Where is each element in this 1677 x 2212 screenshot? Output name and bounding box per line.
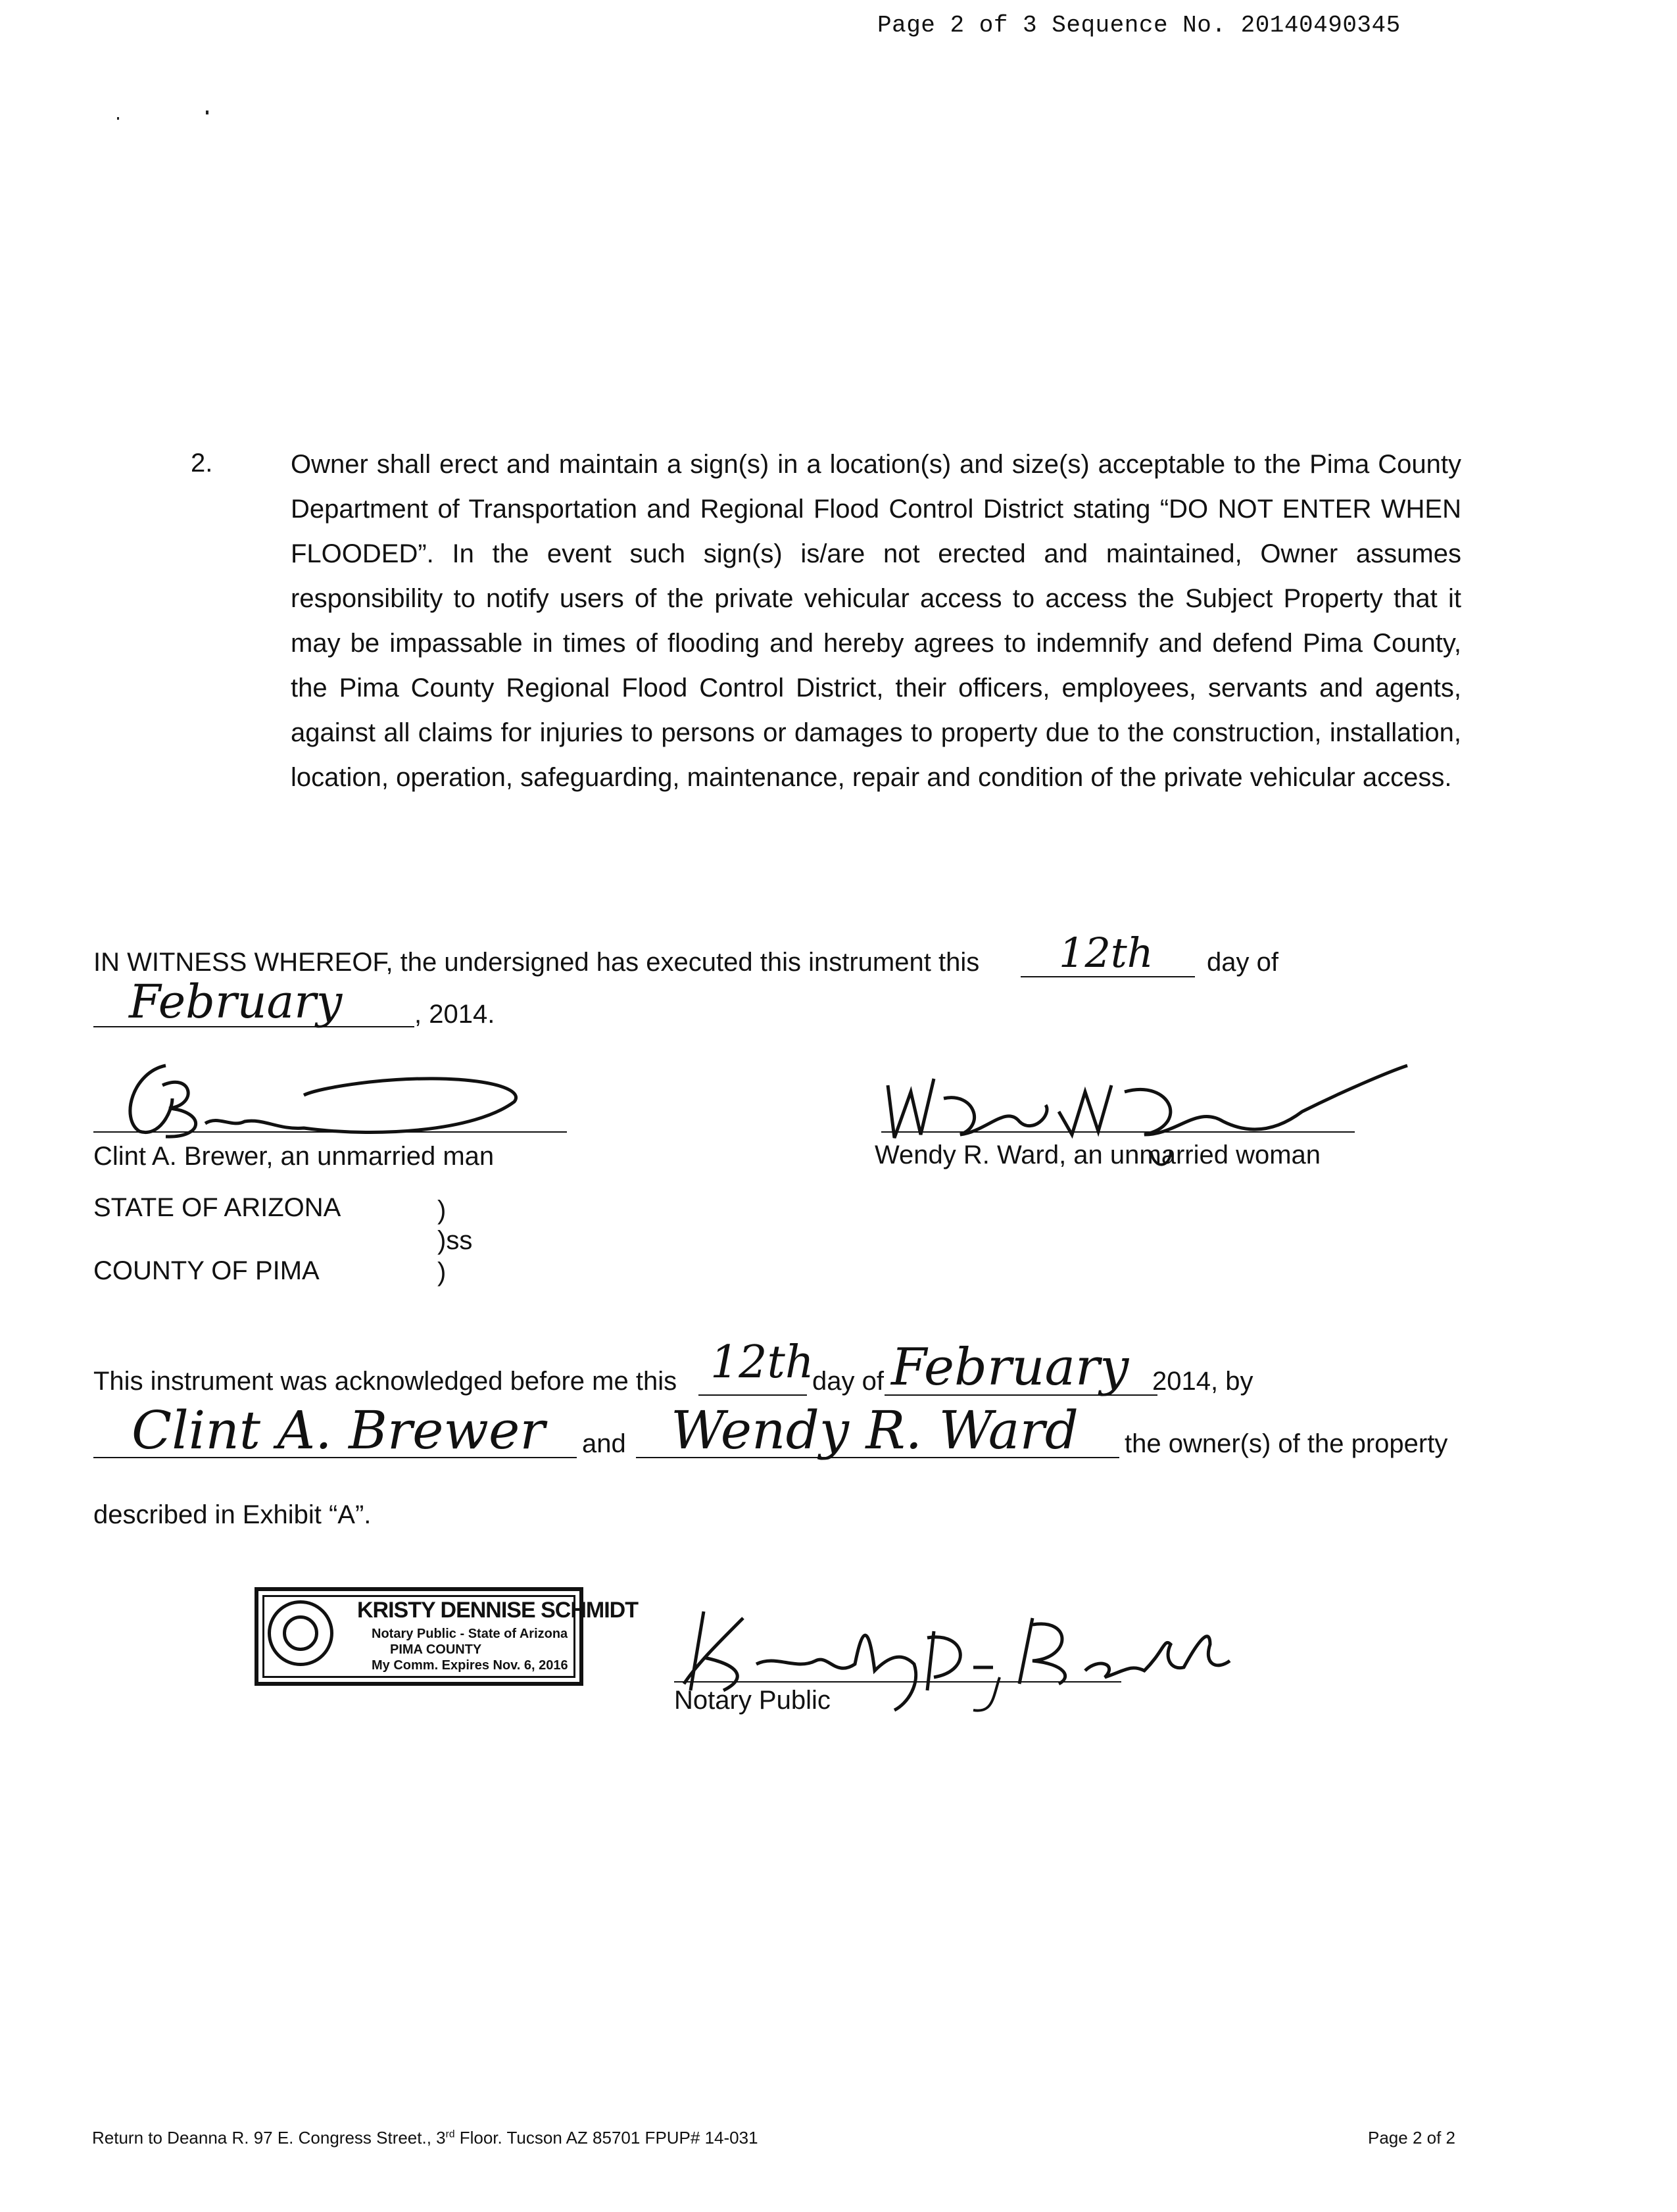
notary-label: Notary Public	[674, 1686, 831, 1715]
footer-return-to-post: Floor. Tucson AZ 85701 FPUP# 14-031	[454, 2128, 758, 2148]
signature-clint-brewer	[93, 1046, 573, 1144]
venue-paren-bottom: )	[437, 1258, 447, 1287]
signatory-right-label: Wendy R. Ward, an unmarried woman	[875, 1141, 1321, 1169]
footer-page: Page 2 of 2	[1368, 2128, 1455, 2148]
ack-owners: the owner(s) of the property	[1125, 1429, 1448, 1458]
clause-text: Owner shall erect and maintain a sign(s) in a location(s) and size(s) acceptable to the Pima County Department of Transportation and Regional Flood Control District stating “DO NOT ENTER WHEN FLOODED”. In the event such sign(s) is/are not erected and maintained, Owner assumes responsibility to notify users of the private vehicular access to access the Subject Property that it may be impassable in times of flooding and hereby agrees to indemnify and defend Pima County, the Pima County Regional Flood Control District, their officers, employees, servants and agents, against all claims for injuries to persons or damages to property due to the construction, installation, location, operation, safeguarding, maintenance, repair and condition of the private vehicular access.	[291, 450, 1461, 792]
ack-day-of: day of	[812, 1367, 884, 1396]
ack-month-handwritten: February	[891, 1338, 1129, 1397]
venue-paren-top: )	[437, 1196, 447, 1225]
venue-county: COUNTY OF PIMA	[93, 1256, 320, 1285]
ack-day-line	[698, 1394, 807, 1396]
witness-day-of: day of	[1207, 948, 1278, 977]
notary-signature-line	[674, 1681, 1121, 1683]
venue-state: STATE OF ARIZONA	[93, 1193, 341, 1222]
notary-stamp-name: KRISTY DENNISE SCHMIDT	[357, 1598, 638, 1623]
ack-day-handwritten: 12th	[710, 1337, 814, 1389]
notary-stamp	[255, 1587, 638, 1686]
footer-return-to	[92, 2128, 758, 2148]
ack-year-by: 2014, by	[1152, 1367, 1253, 1396]
page-sequence-header: Page 2 of 3 Sequence No. 20140490345	[877, 12, 1401, 39]
footer-return-to-sup: rd	[445, 2128, 455, 2140]
signature-line-left	[93, 1131, 567, 1133]
venue-ss: )ss	[437, 1226, 473, 1255]
notary-stamp-line2: PIMA COUNTY	[390, 1642, 482, 1657]
ack-and: and	[582, 1429, 626, 1458]
scan-speck	[117, 117, 119, 120]
witness-year: , 2014.	[414, 1000, 495, 1029]
scan-speck	[206, 111, 208, 114]
ack-name2-handwritten: Wendy R. Ward	[671, 1400, 1079, 1461]
ack-described: described in Exhibit “A”.	[93, 1500, 372, 1529]
acknowledgment-lead: This instrument was acknowledged before me this	[93, 1367, 677, 1396]
notary-stamp-line3: My Comm. Expires Nov. 6, 2016	[372, 1658, 568, 1673]
ack-name1-handwritten: Clint A. Brewer	[132, 1400, 545, 1461]
witness-month-handwritten: February	[129, 975, 343, 1029]
footer-return-to-pre: Return to Deanna R. 97 E. Congress Street., 3	[92, 2128, 446, 2148]
clause-number: 2.	[191, 449, 213, 478]
witness-lead: IN WITNESS WHEREOF, the undersigned has executed this instrument this	[93, 948, 980, 977]
signatory-left-label: Clint A. Brewer, an unmarried man	[93, 1142, 495, 1171]
witness-day-handwritten: 12th	[1059, 929, 1154, 977]
clause-paragraph	[291, 442, 1461, 800]
notary-stamp-line1: Notary Public - State of Arizona	[372, 1627, 568, 1641]
notary-seal-icon	[268, 1600, 333, 1666]
signature-line-right	[881, 1131, 1355, 1133]
